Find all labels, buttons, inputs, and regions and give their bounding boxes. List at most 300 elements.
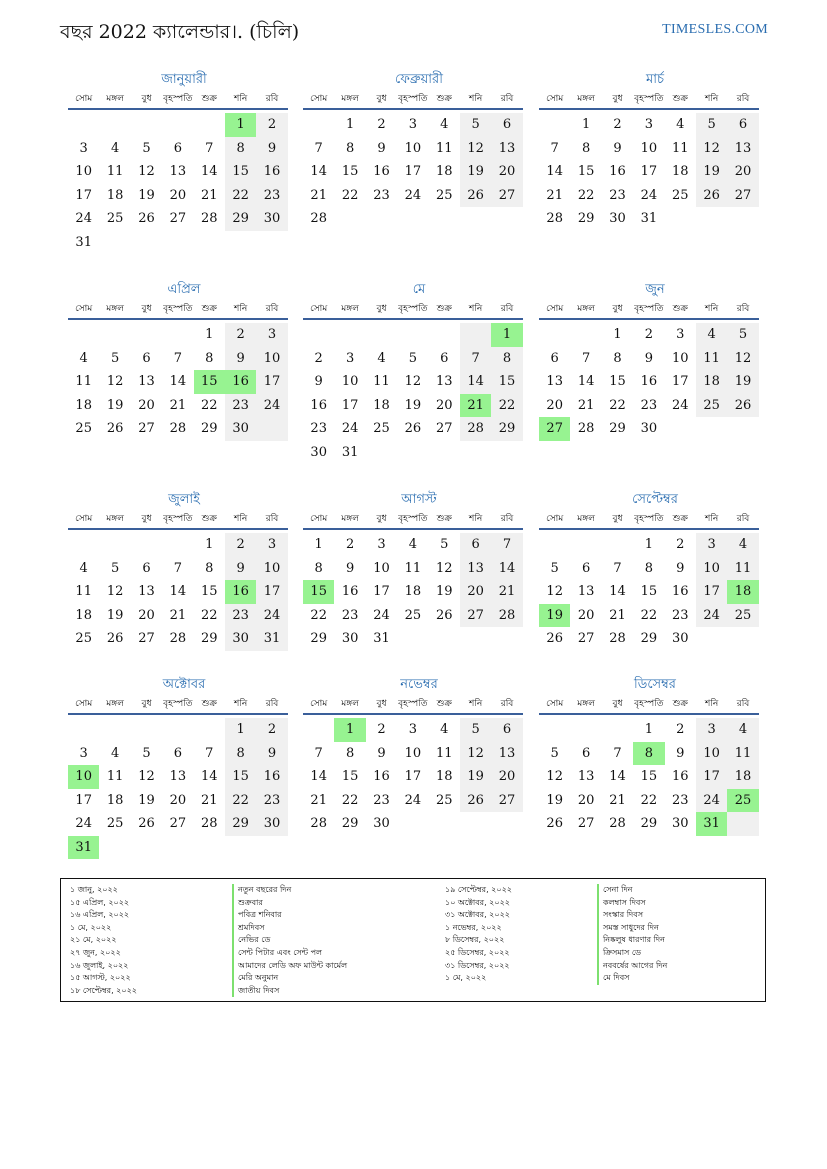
day-cell[interactable]: 19 xyxy=(727,370,758,394)
day-cell[interactable]: 26 xyxy=(460,789,491,813)
holiday-day-cell[interactable]: 21 xyxy=(460,394,491,418)
day-cell[interactable]: 13 xyxy=(491,742,522,766)
day-cell[interactable]: 30 xyxy=(609,211,626,226)
day-cell[interactable]: 7 xyxy=(205,745,214,761)
day-cell[interactable]: 7 xyxy=(581,350,591,366)
day-cell[interactable]: 14 xyxy=(609,769,626,784)
day-cell[interactable]: 13 xyxy=(138,584,155,599)
day-cell[interactable]: 29 xyxy=(640,816,658,831)
day-cell[interactable]: 14 xyxy=(169,374,187,389)
day-cell[interactable]: 28 xyxy=(491,604,522,628)
day-cell[interactable]: 7 xyxy=(550,140,559,156)
day-cell[interactable]: 20 xyxy=(727,160,758,184)
day-cell[interactable]: 20 xyxy=(577,607,595,623)
day-cell[interactable]: 9 xyxy=(225,347,256,371)
day-cell[interactable]: 11 xyxy=(106,164,124,179)
day-cell[interactable]: 11 xyxy=(75,584,92,599)
day-cell[interactable]: 25 xyxy=(75,421,92,436)
day-cell[interactable]: 12 xyxy=(435,560,453,576)
day-cell[interactable]: 26 xyxy=(460,184,491,208)
day-cell[interactable]: 2 xyxy=(676,722,685,737)
day-cell[interactable]: 14 xyxy=(609,584,626,599)
day-cell[interactable]: 5 xyxy=(110,350,120,366)
day-cell[interactable]: 11 xyxy=(404,560,422,576)
day-cell[interactable]: 9 xyxy=(377,140,386,156)
day-cell[interactable]: 18 xyxy=(727,765,758,789)
day-cell[interactable]: 2 xyxy=(345,537,355,552)
holiday-day-cell[interactable]: 10 xyxy=(68,765,99,789)
day-cell[interactable]: 28 xyxy=(609,816,626,831)
day-cell[interactable]: 17 xyxy=(75,187,92,203)
day-cell[interactable]: 3 xyxy=(256,533,287,557)
day-cell[interactable]: 27 xyxy=(460,604,491,628)
day-cell[interactable]: 22 xyxy=(310,607,327,623)
day-cell[interactable]: 30 xyxy=(671,816,689,831)
day-cell[interactable]: 6 xyxy=(460,533,491,557)
day-cell[interactable]: 28 xyxy=(577,421,595,436)
day-cell[interactable]: 17 xyxy=(341,397,359,413)
day-cell[interactable]: 5 xyxy=(696,113,727,137)
day-cell[interactable]: 23 xyxy=(671,792,689,808)
day-cell[interactable]: 16 xyxy=(671,769,689,784)
day-cell[interactable]: 1 xyxy=(314,537,323,552)
day-cell[interactable]: 9 xyxy=(314,374,323,389)
holiday-day-cell[interactable]: 1 xyxy=(225,113,256,137)
day-cell[interactable]: 21 xyxy=(491,580,522,604)
day-cell[interactable]: 6 xyxy=(581,745,591,761)
day-cell[interactable]: 12 xyxy=(138,769,155,784)
day-cell[interactable]: 9 xyxy=(256,137,287,161)
day-cell[interactable]: 18 xyxy=(75,397,92,413)
day-cell[interactable]: 15 xyxy=(200,584,218,599)
day-cell[interactable]: 10 xyxy=(696,742,727,766)
day-cell[interactable]: 30 xyxy=(310,444,327,460)
day-cell[interactable]: 16 xyxy=(609,164,626,179)
day-cell[interactable]: 18 xyxy=(671,164,689,179)
day-cell[interactable]: 18 xyxy=(106,792,124,808)
day-cell[interactable]: 27 xyxy=(727,184,758,208)
day-cell[interactable]: 21 xyxy=(609,792,626,808)
day-cell[interactable]: 23 xyxy=(640,397,658,413)
day-cell[interactable]: 7 xyxy=(173,560,182,576)
day-cell[interactable]: 12 xyxy=(546,769,563,784)
day-cell[interactable]: 15 xyxy=(341,164,359,179)
day-cell[interactable]: 10 xyxy=(696,557,727,581)
day-cell[interactable]: 19 xyxy=(460,160,491,184)
day-cell[interactable]: 7 xyxy=(613,745,622,761)
day-cell[interactable]: 29 xyxy=(609,421,626,436)
day-cell[interactable]: 16 xyxy=(256,160,287,184)
day-cell[interactable]: 20 xyxy=(577,792,595,808)
day-cell[interactable]: 1 xyxy=(644,722,653,737)
holiday-day-cell[interactable]: 18 xyxy=(727,580,758,604)
day-cell[interactable]: 11 xyxy=(435,140,453,156)
day-cell[interactable]: 22 xyxy=(341,792,359,808)
day-cell[interactable]: 11 xyxy=(696,347,727,371)
day-cell[interactable]: 11 xyxy=(106,769,124,784)
day-cell[interactable]: 11 xyxy=(727,557,758,581)
day-cell[interactable]: 27 xyxy=(491,789,522,813)
day-cell[interactable]: 28 xyxy=(200,816,218,831)
day-cell[interactable]: 13 xyxy=(169,769,187,784)
day-cell[interactable]: 8 xyxy=(225,137,256,161)
day-cell[interactable]: 8 xyxy=(613,350,622,366)
day-cell[interactable]: 7 xyxy=(460,347,491,371)
day-cell[interactable]: 20 xyxy=(491,160,522,184)
day-cell[interactable]: 5 xyxy=(142,745,151,761)
day-cell[interactable]: 22 xyxy=(341,187,359,203)
day-cell[interactable]: 20 xyxy=(138,607,155,623)
day-cell[interactable]: 26 xyxy=(404,421,422,436)
day-cell[interactable]: 1 xyxy=(581,117,591,132)
holiday-day-cell[interactable]: 27 xyxy=(539,417,570,441)
day-cell[interactable]: 15 xyxy=(225,765,256,789)
day-cell[interactable]: 24 xyxy=(696,604,727,628)
day-cell[interactable]: 20 xyxy=(169,187,187,203)
day-cell[interactable]: 23 xyxy=(256,184,287,208)
day-cell[interactable]: 5 xyxy=(460,113,491,137)
day-cell[interactable]: 25 xyxy=(435,792,453,808)
holiday-day-cell[interactable]: 31 xyxy=(696,812,727,836)
site-link[interactable]: TIMESLES.COM xyxy=(662,22,768,37)
day-cell[interactable]: 13 xyxy=(491,137,522,161)
day-cell[interactable]: 17 xyxy=(256,580,287,604)
day-cell[interactable]: 3 xyxy=(644,117,653,132)
day-cell[interactable]: 19 xyxy=(404,397,422,413)
day-cell[interactable]: 24 xyxy=(256,394,287,418)
holiday-day-cell[interactable]: 8 xyxy=(633,742,664,766)
day-cell[interactable]: 2 xyxy=(256,718,287,742)
day-cell[interactable]: 21 xyxy=(200,792,218,808)
day-cell[interactable]: 6 xyxy=(727,113,758,137)
day-cell[interactable]: 21 xyxy=(310,187,327,203)
day-cell[interactable]: 9 xyxy=(613,140,622,156)
day-cell[interactable]: 16 xyxy=(373,164,390,179)
day-cell[interactable]: 9 xyxy=(676,560,685,576)
day-cell[interactable]: 13 xyxy=(138,374,155,389)
day-cell[interactable]: 3 xyxy=(79,745,88,761)
day-cell[interactable]: 24 xyxy=(373,607,390,623)
day-cell[interactable]: 26 xyxy=(106,631,124,646)
day-cell[interactable]: 4 xyxy=(727,718,758,742)
day-cell[interactable]: 17 xyxy=(373,584,390,599)
day-cell[interactable]: 19 xyxy=(106,607,124,623)
day-cell[interactable]: 5 xyxy=(550,745,559,761)
day-cell[interactable]: 6 xyxy=(440,350,449,366)
day-cell[interactable]: 13 xyxy=(435,374,453,389)
day-cell[interactable]: 16 xyxy=(373,769,390,784)
day-cell[interactable]: 1 xyxy=(644,537,653,552)
day-cell[interactable]: 30 xyxy=(225,627,256,651)
day-cell[interactable]: 13 xyxy=(727,137,758,161)
day-cell[interactable]: 2 xyxy=(676,537,685,552)
day-cell[interactable]: 28 xyxy=(546,211,563,226)
day-cell[interactable]: 7 xyxy=(314,140,323,156)
day-cell[interactable]: 1 xyxy=(225,718,256,742)
day-cell[interactable]: 26 xyxy=(727,394,758,418)
day-cell[interactable]: 26 xyxy=(546,816,563,831)
day-cell[interactable]: 17 xyxy=(696,765,727,789)
day-cell[interactable]: 10 xyxy=(404,745,422,761)
day-cell[interactable]: 16 xyxy=(640,374,658,389)
day-cell[interactable]: 1 xyxy=(205,537,214,552)
holiday-day-cell[interactable]: 16 xyxy=(225,370,256,394)
day-cell[interactable]: 2 xyxy=(377,722,386,737)
day-cell[interactable]: 17 xyxy=(75,792,92,808)
day-cell[interactable]: 14 xyxy=(200,769,218,784)
day-cell[interactable]: 27 xyxy=(138,421,155,436)
day-cell[interactable]: 27 xyxy=(577,816,595,831)
day-cell[interactable]: 17 xyxy=(404,769,422,784)
day-cell[interactable]: 4 xyxy=(676,117,685,132)
day-cell[interactable]: 4 xyxy=(408,537,417,552)
day-cell[interactable]: 16 xyxy=(256,765,287,789)
day-cell[interactable]: 8 xyxy=(581,140,591,156)
day-cell[interactable]: 17 xyxy=(404,164,422,179)
day-cell[interactable]: 21 xyxy=(310,792,327,808)
day-cell[interactable]: 25 xyxy=(435,187,453,203)
day-cell[interactable]: 20 xyxy=(169,792,187,808)
day-cell[interactable]: 22 xyxy=(577,187,595,203)
day-cell[interactable]: 16 xyxy=(671,584,689,599)
day-cell[interactable]: 29 xyxy=(200,421,218,436)
day-cell[interactable]: 17 xyxy=(696,580,727,604)
day-cell[interactable]: 21 xyxy=(169,607,187,623)
day-cell[interactable]: 18 xyxy=(435,769,453,784)
day-cell[interactable]: 8 xyxy=(314,560,323,576)
day-cell[interactable]: 20 xyxy=(491,765,522,789)
day-cell[interactable]: 28 xyxy=(460,417,491,441)
day-cell[interactable]: 31 xyxy=(640,211,658,226)
day-cell[interactable]: 14 xyxy=(200,164,218,179)
day-cell[interactable]: 27 xyxy=(138,631,155,646)
day-cell[interactable]: 24 xyxy=(671,397,689,413)
day-cell[interactable]: 1 xyxy=(613,327,622,342)
day-cell[interactable]: 22 xyxy=(640,792,658,808)
day-cell[interactable]: 22 xyxy=(200,607,218,623)
day-cell[interactable]: 24 xyxy=(696,789,727,813)
day-cell[interactable]: 10 xyxy=(671,350,689,366)
day-cell[interactable]: 28 xyxy=(609,631,626,646)
day-cell[interactable]: 29 xyxy=(577,211,595,226)
day-cell[interactable]: 2 xyxy=(314,350,323,366)
day-cell[interactable]: 24 xyxy=(75,211,92,226)
day-cell[interactable]: 9 xyxy=(676,745,685,761)
day-cell[interactable]: 19 xyxy=(460,765,491,789)
day-cell[interactable]: 8 xyxy=(345,140,355,156)
day-cell[interactable]: 14 xyxy=(546,164,563,179)
day-cell[interactable]: 2 xyxy=(256,113,287,137)
holiday-day-cell[interactable]: 1 xyxy=(334,718,365,742)
day-cell[interactable]: 26 xyxy=(138,816,155,831)
day-cell[interactable]: 11 xyxy=(75,374,92,389)
day-cell[interactable]: 16 xyxy=(310,397,327,413)
day-cell[interactable]: 18 xyxy=(75,607,92,623)
day-cell[interactable]: 23 xyxy=(256,789,287,813)
day-cell[interactable]: 25 xyxy=(106,816,124,831)
day-cell[interactable]: 9 xyxy=(256,742,287,766)
day-cell[interactable]: 8 xyxy=(491,347,522,371)
day-cell[interactable]: 9 xyxy=(377,745,386,761)
day-cell[interactable]: 30 xyxy=(256,812,287,836)
day-cell[interactable]: 18 xyxy=(373,397,390,413)
day-cell[interactable]: 25 xyxy=(727,604,758,628)
day-cell[interactable]: 31 xyxy=(75,234,92,250)
day-cell[interactable]: 30 xyxy=(640,421,658,436)
day-cell[interactable]: 25 xyxy=(373,421,390,436)
day-cell[interactable]: 4 xyxy=(696,323,727,347)
day-cell[interactable]: 8 xyxy=(205,560,214,576)
day-cell[interactable]: 27 xyxy=(577,631,595,646)
day-cell[interactable]: 26 xyxy=(696,184,727,208)
day-cell[interactable]: 9 xyxy=(644,350,653,366)
day-cell[interactable]: 31 xyxy=(256,627,287,651)
day-cell[interactable]: 10 xyxy=(256,557,287,581)
day-cell[interactable]: 18 xyxy=(696,370,727,394)
day-cell[interactable]: 4 xyxy=(377,350,386,366)
day-cell[interactable]: 23 xyxy=(225,604,256,628)
holiday-day-cell[interactable]: 15 xyxy=(303,580,334,604)
day-cell[interactable]: 2 xyxy=(613,117,622,132)
day-cell[interactable]: 24 xyxy=(640,187,658,203)
day-cell[interactable]: 28 xyxy=(169,421,187,436)
day-cell[interactable]: 22 xyxy=(225,789,256,813)
day-cell[interactable]: 10 xyxy=(640,140,658,156)
day-cell[interactable]: 31 xyxy=(373,631,390,646)
day-cell[interactable]: 12 xyxy=(138,164,155,179)
day-cell[interactable]: 13 xyxy=(169,164,187,179)
day-cell[interactable]: 18 xyxy=(404,584,422,599)
day-cell[interactable]: 11 xyxy=(671,140,689,156)
day-cell[interactable]: 6 xyxy=(491,113,522,137)
day-cell[interactable]: 23 xyxy=(341,607,359,623)
day-cell[interactable]: 5 xyxy=(550,560,559,576)
day-cell[interactable]: 22 xyxy=(200,397,218,413)
day-cell[interactable]: 30 xyxy=(256,207,287,231)
day-cell[interactable]: 15 xyxy=(341,769,359,784)
day-cell[interactable]: 19 xyxy=(138,792,155,808)
day-cell[interactable]: 21 xyxy=(546,187,563,203)
day-cell[interactable]: 2 xyxy=(225,323,256,347)
day-cell[interactable]: 29 xyxy=(491,417,522,441)
day-cell[interactable]: 25 xyxy=(404,607,422,623)
day-cell[interactable]: 20 xyxy=(435,397,453,413)
day-cell[interactable]: 12 xyxy=(460,742,491,766)
day-cell[interactable]: 9 xyxy=(225,557,256,581)
day-cell[interactable]: 25 xyxy=(75,631,92,646)
day-cell[interactable]: 8 xyxy=(225,742,256,766)
day-cell[interactable]: 3 xyxy=(256,323,287,347)
day-cell[interactable]: 12 xyxy=(460,137,491,161)
day-cell[interactable]: 29 xyxy=(225,207,256,231)
day-cell[interactable]: 15 xyxy=(577,164,595,179)
day-cell[interactable]: 26 xyxy=(435,607,453,623)
day-cell[interactable]: 23 xyxy=(373,187,390,203)
day-cell[interactable]: 26 xyxy=(546,631,563,646)
day-cell[interactable]: 16 xyxy=(341,584,359,599)
day-cell[interactable]: 30 xyxy=(373,816,390,831)
day-cell[interactable]: 29 xyxy=(341,816,359,831)
holiday-day-cell[interactable]: 1 xyxy=(491,323,522,347)
day-cell[interactable]: 22 xyxy=(225,184,256,208)
day-cell[interactable]: 24 xyxy=(404,187,422,203)
day-cell[interactable]: 19 xyxy=(138,187,155,203)
day-cell[interactable]: 12 xyxy=(696,137,727,161)
day-cell[interactable]: 14 xyxy=(491,557,522,581)
day-cell[interactable]: 21 xyxy=(609,607,626,623)
holiday-day-cell[interactable]: 16 xyxy=(225,580,256,604)
holiday-day-cell[interactable]: 31 xyxy=(68,836,99,860)
day-cell[interactable]: 6 xyxy=(173,745,182,761)
day-cell[interactable]: 21 xyxy=(169,397,187,413)
day-cell[interactable]: 4 xyxy=(110,140,120,156)
day-cell[interactable]: 10 xyxy=(75,164,92,179)
day-cell[interactable]: 19 xyxy=(546,792,563,808)
day-cell[interactable]: 4 xyxy=(440,722,449,737)
day-cell[interactable]: 28 xyxy=(310,211,327,226)
day-cell[interactable]: 15 xyxy=(640,584,658,599)
day-cell[interactable]: 12 xyxy=(404,374,422,389)
day-cell[interactable]: 6 xyxy=(142,560,151,576)
day-cell[interactable]: 15 xyxy=(225,160,256,184)
day-cell[interactable]: 29 xyxy=(640,631,658,646)
day-cell[interactable]: 27 xyxy=(169,211,187,226)
day-cell[interactable]: 11 xyxy=(435,745,453,761)
day-cell[interactable]: 13 xyxy=(460,557,491,581)
day-cell[interactable]: 17 xyxy=(256,370,287,394)
day-cell[interactable]: 3 xyxy=(408,722,417,737)
day-cell[interactable]: 24 xyxy=(341,421,359,436)
day-cell[interactable]: 8 xyxy=(644,560,653,576)
day-cell[interactable]: 3 xyxy=(696,533,727,557)
day-cell[interactable]: 8 xyxy=(205,350,214,366)
day-cell[interactable]: 4 xyxy=(79,560,88,576)
day-cell[interactable]: 27 xyxy=(435,421,453,436)
day-cell[interactable]: 5 xyxy=(142,140,151,156)
day-cell[interactable]: 13 xyxy=(577,584,595,599)
day-cell[interactable]: 17 xyxy=(671,374,689,389)
day-cell[interactable]: 23 xyxy=(310,421,327,436)
day-cell[interactable]: 15 xyxy=(640,769,658,784)
day-cell[interactable]: 25 xyxy=(671,187,689,203)
day-cell[interactable]: 7 xyxy=(314,745,323,761)
day-cell[interactable]: 14 xyxy=(310,164,327,179)
day-cell[interactable]: 3 xyxy=(345,350,355,366)
day-cell[interactable]: 23 xyxy=(373,792,390,808)
day-cell[interactable]: 6 xyxy=(173,140,182,156)
day-cell[interactable]: 23 xyxy=(609,187,626,203)
day-cell[interactable]: 12 xyxy=(106,374,124,389)
day-cell[interactable]: 3 xyxy=(676,327,685,342)
day-cell[interactable]: 24 xyxy=(256,604,287,628)
day-cell[interactable]: 19 xyxy=(696,160,727,184)
day-cell[interactable]: 6 xyxy=(142,350,151,366)
day-cell[interactable]: 12 xyxy=(727,347,758,371)
day-cell[interactable]: 8 xyxy=(345,745,355,761)
day-cell[interactable]: 22 xyxy=(640,607,658,623)
day-cell[interactable]: 24 xyxy=(75,816,92,831)
day-cell[interactable]: 5 xyxy=(460,718,491,742)
day-cell[interactable]: 1 xyxy=(205,327,214,342)
day-cell[interactable]: 10 xyxy=(404,140,422,156)
day-cell[interactable]: 19 xyxy=(106,397,124,413)
day-cell[interactable]: 28 xyxy=(200,211,218,226)
day-cell[interactable]: 30 xyxy=(671,631,689,646)
day-cell[interactable]: 1 xyxy=(345,117,355,132)
day-cell[interactable]: 20 xyxy=(460,580,491,604)
day-cell[interactable]: 10 xyxy=(256,347,287,371)
day-cell[interactable]: 22 xyxy=(609,397,626,413)
